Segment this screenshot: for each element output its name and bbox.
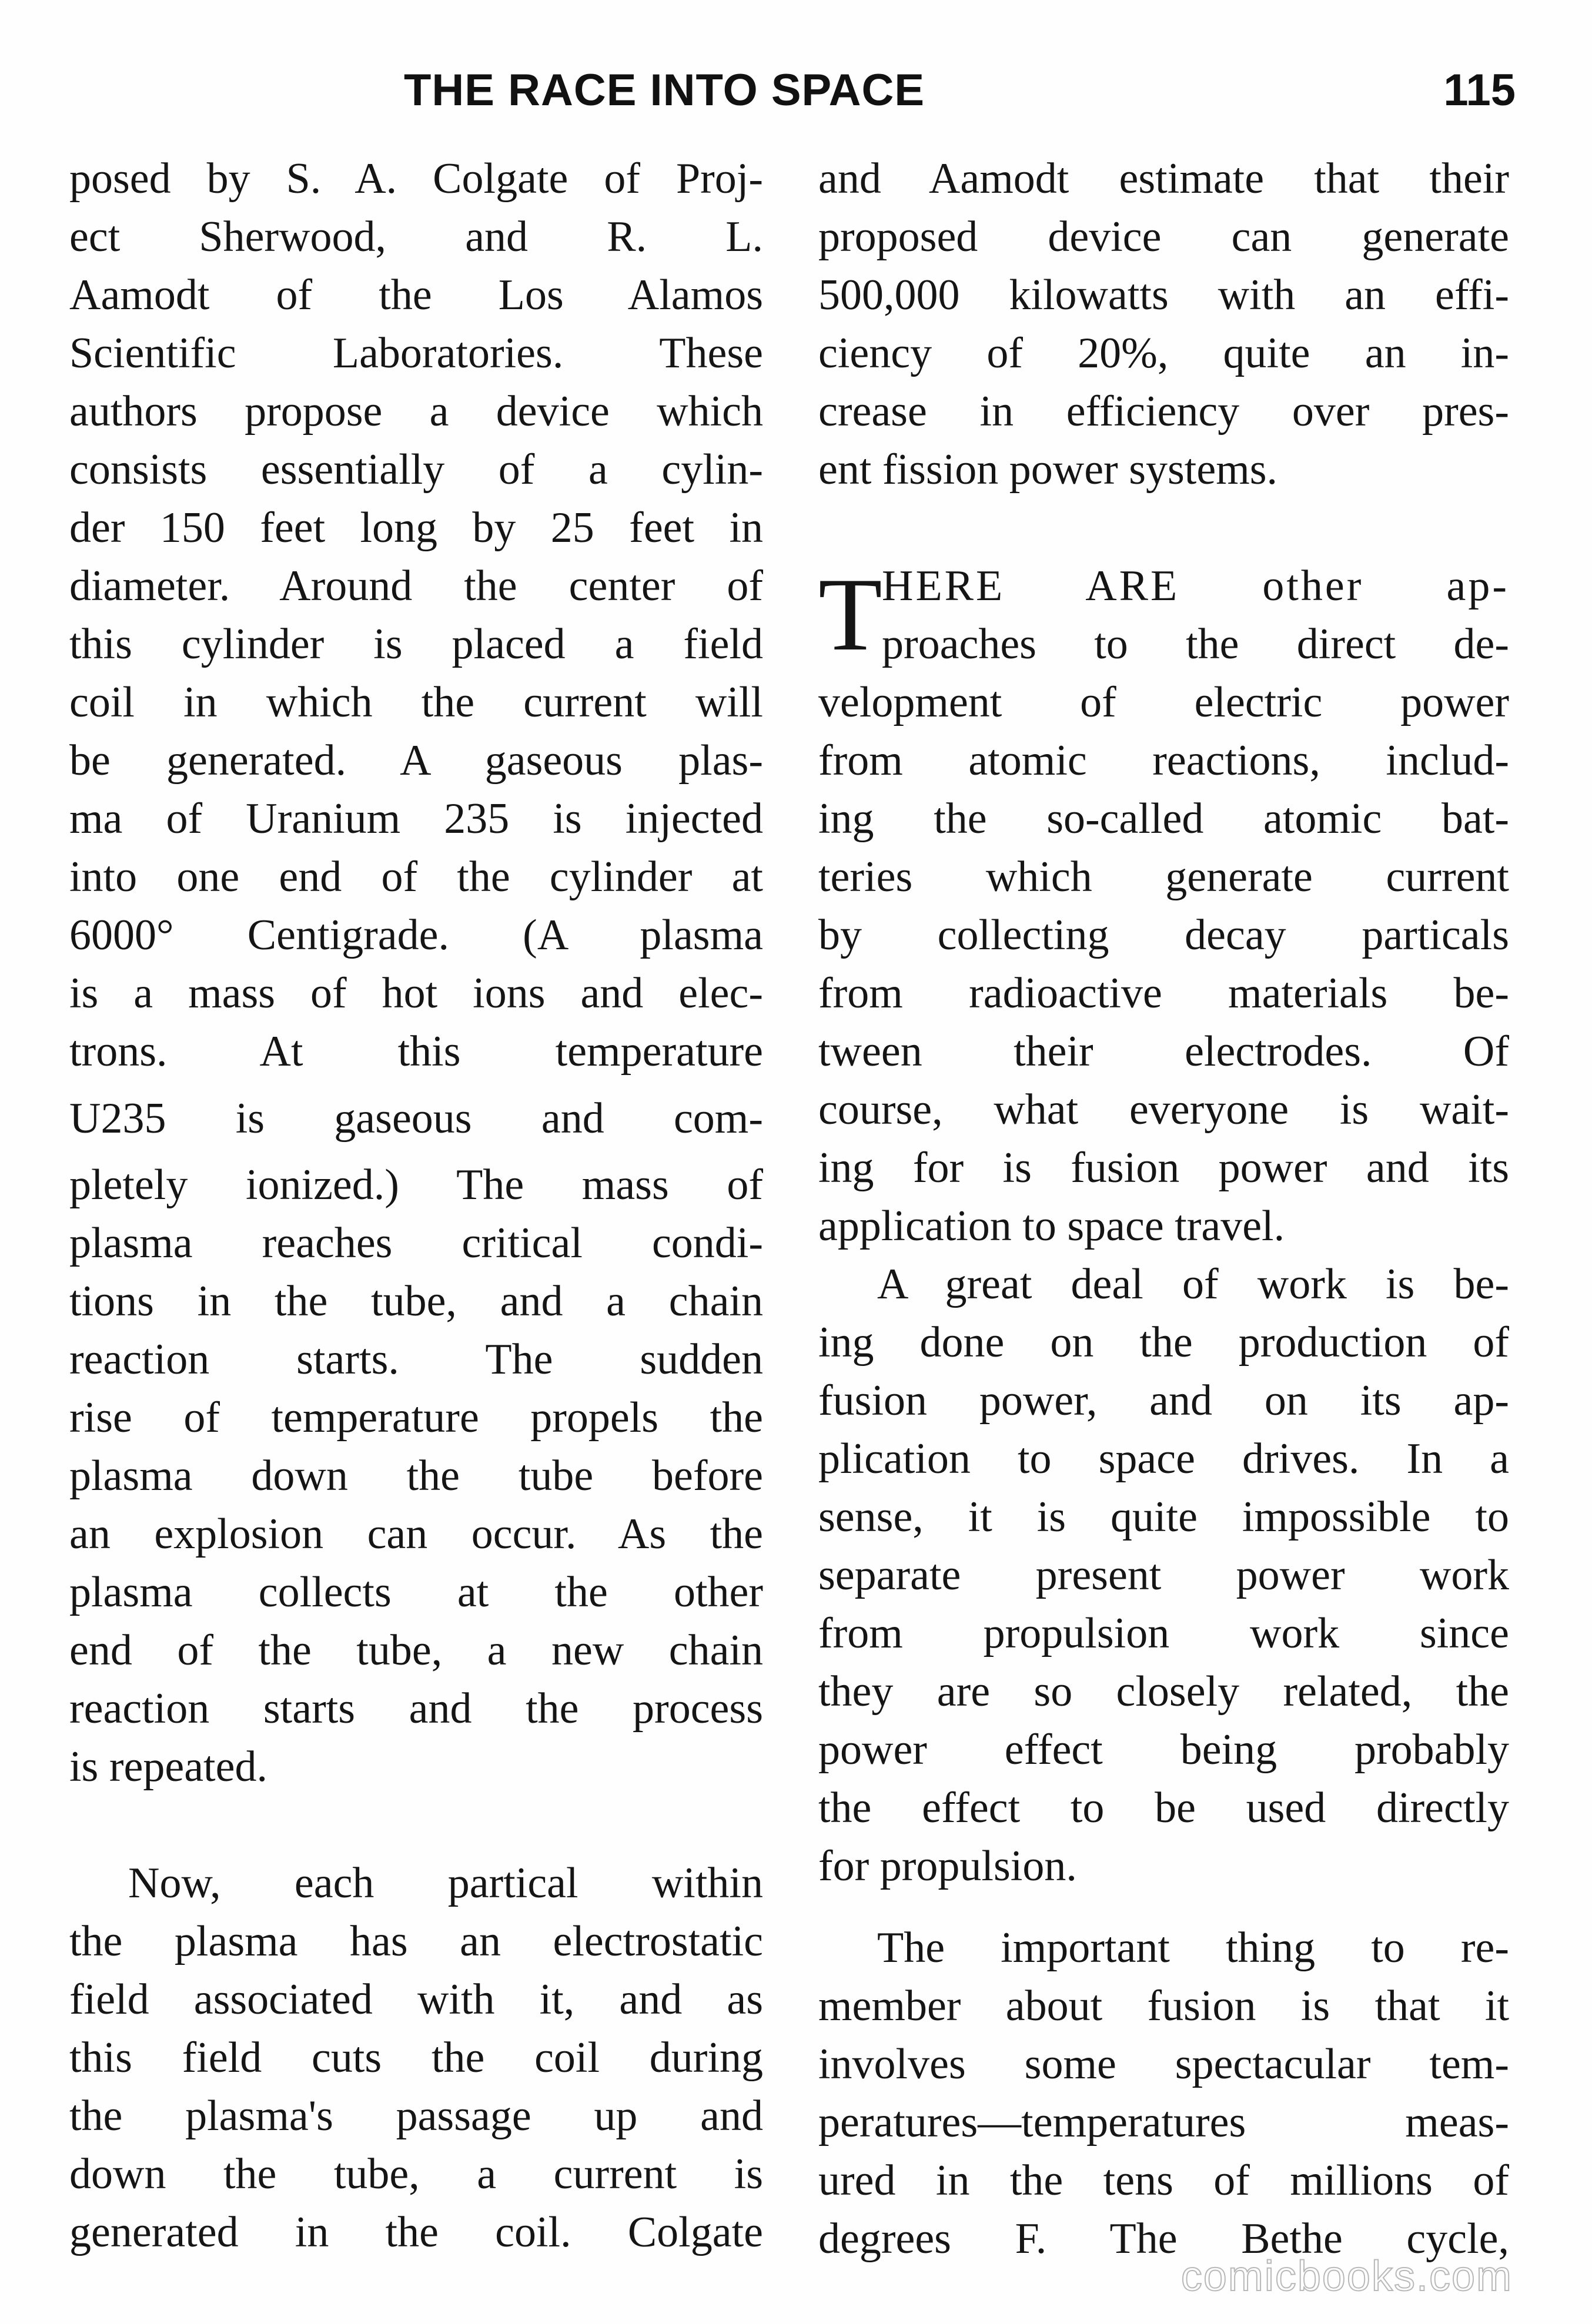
text-line: der 150 feet long by 25 feet in (69, 504, 763, 552)
text-line: the plasma's passage up and (69, 2092, 763, 2140)
text-line: the plasma has an electrostatic (69, 1917, 763, 1965)
paragraph-break (818, 499, 1509, 557)
text-line: and Aamodt estimate that their (818, 155, 1509, 203)
text-line: Aamodt of the Los Alamos (69, 271, 763, 319)
text-line: posed by S. A. Colgate of Proj- (69, 155, 763, 203)
text-line: ing the so-called atomic bat- (818, 795, 1509, 843)
text-line: an explosion can occur. As the (69, 1510, 763, 1558)
text-line: HERE ARE other ap- (882, 562, 1509, 610)
text-line: ciency of 20%, quite an in- (818, 329, 1509, 377)
text-line: they are so closely related, the (818, 1667, 1509, 1716)
text-line: for propulsion. (818, 1842, 1077, 1890)
text-line: ing done on the production of (818, 1318, 1509, 1367)
text-line: from radioactive materials be- (818, 969, 1509, 1017)
text-line: Scientific Laboratories. These (69, 329, 763, 377)
text-line: coil in which the current will (69, 678, 763, 726)
text-line: ma of Uranium 235 is injected (69, 795, 763, 843)
text-line: down the tube, a current is (69, 2150, 763, 2198)
text-line: velopment of electric power (818, 678, 1509, 726)
text-line: trons. At this temperature (69, 1027, 763, 1076)
text-line: ing for is fusion power and its (818, 1144, 1509, 1192)
text-line: ect Sherwood, and R. L. (69, 213, 763, 261)
text-line: U235 is gaseous and com- (69, 1094, 763, 1143)
drop-cap: T (818, 556, 882, 672)
text-line: tions in the tube, and a chain (69, 1277, 763, 1325)
text-line: proposed device can generate (818, 213, 1509, 261)
text-line: A great deal of work is be- (877, 1260, 1509, 1308)
text-line: reaction starts. The sudden (69, 1335, 763, 1384)
text-line: sense, it is quite impossible to (818, 1493, 1509, 1541)
running-head-title: THE RACE INTO SPACE (403, 65, 925, 115)
text-line: application to space travel. (818, 1202, 1285, 1250)
text-line: degrees F. The Bethe cycle, (818, 2215, 1509, 2263)
right-column (818, 150, 1509, 2268)
text-line: proaches to the direct de- (882, 620, 1509, 668)
text-line: into one end of the cylinder at (69, 853, 763, 901)
watermark: comicbooks.com (1180, 2253, 1513, 2300)
text-line: course, what everyone is wait- (818, 1086, 1509, 1134)
text-line: plasma reaches critical condi- (69, 1219, 763, 1267)
text-line: end of the tube, a new chain (69, 1626, 763, 1675)
text-line: rise of temperature propels the (69, 1394, 763, 1442)
text-line: the effect to be used directly (818, 1784, 1509, 1832)
text-line: plasma down the tube before (69, 1452, 763, 1500)
text-line: peratures—temperatures meas- (818, 2098, 1509, 2146)
running-head (0, 65, 1592, 123)
text-line: authors propose a device which (69, 387, 763, 436)
text-line: fusion power, and on its ap- (818, 1377, 1509, 1425)
text-line: plication to space drives. In a (818, 1435, 1509, 1483)
paragraph-break (818, 1896, 1509, 1919)
text-line: by collecting decay particals (818, 911, 1509, 959)
text-line: this field cuts the coil during (69, 2034, 763, 2082)
text-line: ent fission power systems. (818, 446, 1278, 494)
text-line: The important thing to re- (877, 1924, 1509, 1972)
text-line: 500,000 kilowatts with an effi- (818, 271, 1509, 319)
text-line: separate present power work (818, 1551, 1509, 1599)
paragraph-break (69, 1796, 763, 1854)
text-line: involves some spectacular tem- (818, 2040, 1509, 2088)
section-opening (818, 557, 1509, 674)
text-line: 6000° Centigrade. (A plasma (69, 911, 763, 959)
text-line: generated in the coil. Colgate (69, 2208, 763, 2256)
text-line: teries which generate current (818, 853, 1509, 901)
text-line: is repeated. (69, 1743, 267, 1791)
text-line: ured in the tens of millions of (818, 2156, 1509, 2205)
text-line: from propulsion work since (818, 1609, 1509, 1657)
text-line: Now, each partical within (128, 1859, 763, 1907)
text-line: this cylinder is placed a field (69, 620, 763, 668)
text-line: reaction starts and the process (69, 1685, 763, 1733)
text-line: diameter. Around the center of (69, 562, 763, 610)
text-line: pletely ionized.) The mass of (69, 1161, 763, 1209)
text-line: power effect being probably (818, 1726, 1509, 1774)
text-line: member about fusion is that it (818, 1982, 1509, 2030)
text-line: tween their electrodes. Of (818, 1027, 1509, 1076)
text-line: be generated. A gaseous plas- (69, 736, 763, 785)
text-line: is a mass of hot ions and elec- (69, 969, 763, 1017)
text-line: field associated with it, and as (69, 1975, 763, 2024)
page-number: 115 (1443, 65, 1516, 115)
text-line: crease in efficiency over pres- (818, 387, 1509, 436)
left-column (69, 150, 763, 2262)
text-line: plasma collects at the other (69, 1568, 763, 1616)
text-line: from atomic reactions, includ- (818, 736, 1509, 785)
text-line: consists essentially of a cylin- (69, 446, 763, 494)
